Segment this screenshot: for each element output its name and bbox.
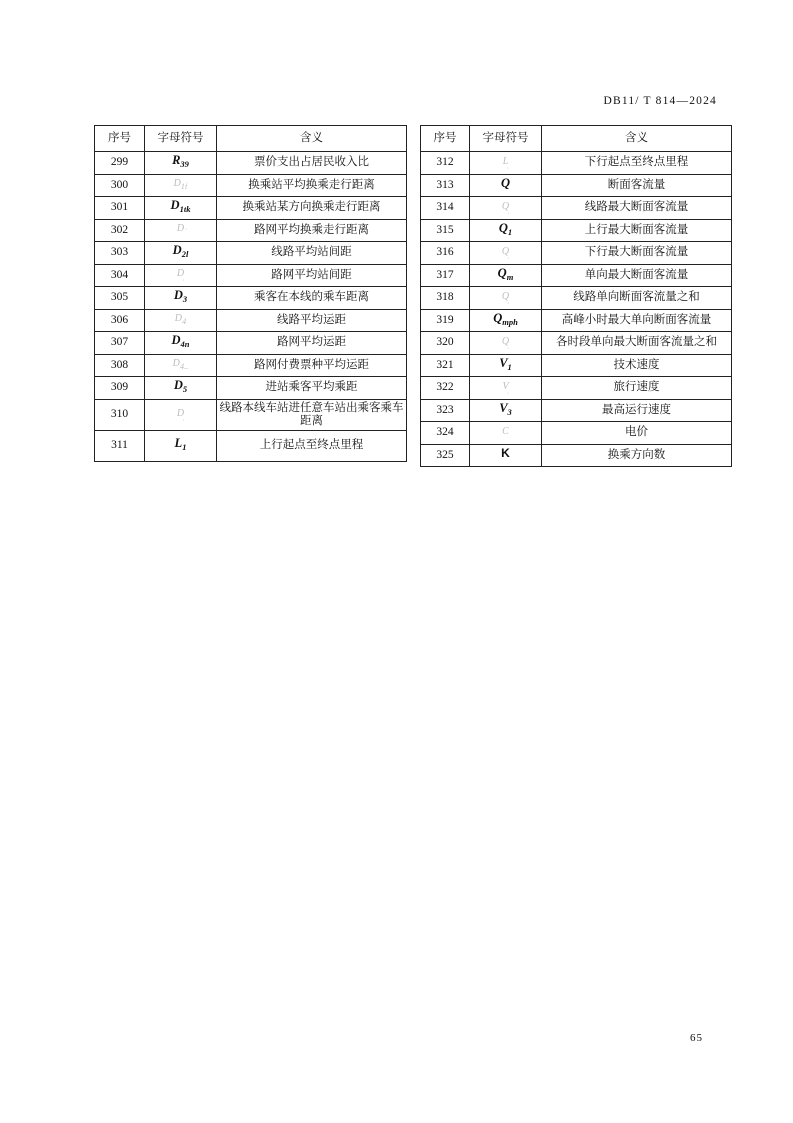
symbol-letter: D xyxy=(172,243,182,258)
row-number: 311 xyxy=(95,430,145,461)
table-row xyxy=(95,354,407,377)
symbol-letter: D xyxy=(170,198,180,213)
table-row xyxy=(421,197,732,220)
meaning-cell: 断面客流量 xyxy=(542,174,732,197)
table-row xyxy=(421,242,732,265)
row-number: 319 xyxy=(421,309,470,332)
meaning-cell: 乘客在本线的乘车距离 xyxy=(217,287,407,310)
column-header-meaning: 含义 xyxy=(217,126,407,152)
row-number: 305 xyxy=(95,287,145,310)
meaning-cell: 上行起点至终点里程 xyxy=(217,430,407,461)
table-row xyxy=(95,309,407,332)
symbol-letter: C xyxy=(502,425,509,437)
symbol-cell xyxy=(470,309,542,332)
symbol-table-right xyxy=(420,125,732,467)
meaning-cell: 换乘方向数 xyxy=(542,444,732,467)
meaning-cell: 单向最大断面客流量 xyxy=(542,264,732,287)
table-row xyxy=(421,399,732,422)
table-row xyxy=(95,377,407,400)
symbol-cell xyxy=(145,287,217,310)
meaning-cell: 下行起点至终点里程 xyxy=(542,152,732,175)
table-row xyxy=(95,242,407,265)
meaning-cell: 技术速度 xyxy=(542,354,732,377)
symbol-cell xyxy=(145,354,217,377)
table-row xyxy=(95,264,407,287)
column-header-symbol: 字母符号 xyxy=(470,126,542,152)
table-row xyxy=(421,152,732,175)
symbol-cell xyxy=(470,197,542,220)
symbol-letter: Q xyxy=(501,245,510,257)
meaning-cell: 线路本线车站进任意车站出乘客乘车距离 xyxy=(217,399,407,430)
table-row xyxy=(421,309,732,332)
symbol-letter: D xyxy=(173,378,183,393)
table-row xyxy=(95,287,407,310)
table-row xyxy=(95,430,407,461)
row-number: 321 xyxy=(421,354,470,377)
meaning-cell: 线路单向断面客流量之和 xyxy=(542,287,732,310)
meaning-cell: 换乘站某方向换乘走行距离 xyxy=(217,197,407,220)
meaning-cell: 票价支出占居民收入比 xyxy=(217,152,407,175)
row-number: 306 xyxy=(95,309,145,332)
row-number: 300 xyxy=(95,174,145,197)
symbol-letter: D xyxy=(173,288,183,303)
symbol-subscript: 1 xyxy=(507,361,512,372)
symbol-letter: D xyxy=(174,313,182,325)
row-number: 315 xyxy=(421,219,470,242)
row-number: 325 xyxy=(421,444,470,467)
column-header-no: 序号 xyxy=(95,126,145,152)
meaning-cell: 线路平均运距 xyxy=(217,309,407,332)
symbol-cell xyxy=(145,399,217,430)
symbol-cell xyxy=(145,332,217,355)
page-number: 65 xyxy=(690,1032,703,1044)
row-number: 323 xyxy=(421,399,470,422)
table-row xyxy=(421,264,732,287)
meaning-cell: 各时段单向最大断面客流量之和 xyxy=(542,332,732,355)
row-number: 320 xyxy=(421,332,470,355)
row-number: 314 xyxy=(421,197,470,220)
table-row xyxy=(421,354,732,377)
meaning-cell: 高峰小时最大单向断面客流量 xyxy=(542,309,732,332)
row-number: 313 xyxy=(421,174,470,197)
symbol-cell xyxy=(470,422,542,445)
symbol-subscript: 3 xyxy=(507,406,512,417)
symbol-cell xyxy=(145,309,217,332)
table-row xyxy=(95,332,407,355)
symbol-cell xyxy=(470,219,542,242)
table-row xyxy=(95,219,407,242)
meaning-cell: 换乘站平均换乘走行距离 xyxy=(217,174,407,197)
meaning-cell: 路网平均运距 xyxy=(217,332,407,355)
symbol-letter: Q xyxy=(498,220,508,235)
row-number: 301 xyxy=(95,197,145,220)
table-row xyxy=(421,377,732,400)
column-header-no: 序号 xyxy=(421,126,470,152)
symbol-cell xyxy=(470,242,542,265)
symbol-cell xyxy=(145,174,217,197)
symbol-cell xyxy=(470,444,542,467)
table-header-row xyxy=(421,126,732,152)
symbol-letter: K xyxy=(501,445,510,460)
standard-code: DB11/ T 814—2024 xyxy=(603,95,717,107)
meaning-cell: 路网平均换乘走行距离 xyxy=(217,219,407,242)
symbol-subscript: 5 xyxy=(182,384,188,395)
row-number: 307 xyxy=(95,332,145,355)
symbol-table-left xyxy=(94,125,407,462)
symbol-subscript: 39 xyxy=(180,159,189,170)
row-number: 303 xyxy=(95,242,145,265)
meaning-cell: 电价 xyxy=(542,422,732,445)
symbol-letter: Q xyxy=(501,335,510,347)
row-number: 324 xyxy=(421,422,470,445)
symbol-letter: L xyxy=(502,155,509,167)
column-header-meaning: 含义 xyxy=(542,126,732,152)
symbol-letter: D xyxy=(176,407,185,419)
symbol-letter: V xyxy=(499,355,508,370)
meaning-cell: 路网平均站间距 xyxy=(217,264,407,287)
symbol-cell xyxy=(145,377,217,400)
symbol-subscript: 3 xyxy=(182,294,188,305)
row-number: 316 xyxy=(421,242,470,265)
symbol-letter: D xyxy=(176,223,185,235)
symbol-cell xyxy=(470,174,542,197)
symbol-cell xyxy=(470,354,542,377)
row-number: 304 xyxy=(95,264,145,287)
symbol-letter: Q xyxy=(500,175,511,190)
meaning-cell: 进站乘客平均乘距 xyxy=(217,377,407,400)
row-number: 317 xyxy=(421,264,470,287)
symbol-cell xyxy=(145,152,217,175)
symbol-letter: Q xyxy=(493,310,503,325)
symbol-letter: V xyxy=(499,400,508,415)
symbol-cell xyxy=(145,264,217,287)
symbol-subscript: 4 xyxy=(181,316,187,327)
row-number: 312 xyxy=(421,152,470,175)
meaning-cell: 最高运行速度 xyxy=(542,399,732,422)
symbol-cell xyxy=(470,287,542,310)
table-row xyxy=(421,422,732,445)
table-row xyxy=(421,174,732,197)
symbol-cell xyxy=(145,242,217,265)
symbol-cell xyxy=(145,219,217,242)
table-row xyxy=(421,219,732,242)
table-header-row xyxy=(95,126,407,152)
symbol-subscript: 1 xyxy=(507,226,513,237)
table-row xyxy=(95,399,407,430)
symbol-letter: Q xyxy=(501,290,510,302)
symbol-cell xyxy=(470,377,542,400)
symbol-letter: Q xyxy=(497,265,507,280)
symbol-subscript: 1tk xyxy=(179,204,191,215)
symbol-letter: R xyxy=(172,153,181,168)
row-number: 299 xyxy=(95,152,145,175)
row-number: 309 xyxy=(95,377,145,400)
column-header-symbol: 字母符号 xyxy=(145,126,217,152)
meaning-cell: 线路平均站间距 xyxy=(217,242,407,265)
table-row xyxy=(421,444,732,467)
symbol-subscript: mph xyxy=(502,316,518,327)
symbol-cell xyxy=(470,152,542,175)
table-row xyxy=(95,197,407,220)
symbol-letter: V xyxy=(502,380,509,392)
row-number: 322 xyxy=(421,377,470,400)
symbol-cell xyxy=(470,399,542,422)
table-row xyxy=(421,332,732,355)
symbol-subscript: 2l xyxy=(181,249,189,260)
symbol-cell xyxy=(470,264,542,287)
symbol-cell xyxy=(470,332,542,355)
symbol-letter: D xyxy=(172,358,180,370)
row-number: 318 xyxy=(421,287,470,310)
meaning-cell: 路网付费票种平均运距 xyxy=(217,354,407,377)
table-row xyxy=(95,174,407,197)
symbol-cell xyxy=(145,430,217,461)
meaning-cell: 旅行速度 xyxy=(542,377,732,400)
symbol-letter: Q xyxy=(501,200,510,212)
symbol-letter: L xyxy=(174,436,183,450)
row-number: 302 xyxy=(95,219,145,242)
symbol-letter: D xyxy=(171,333,181,348)
symbol-subscript: 4.. xyxy=(179,361,189,372)
meaning-cell: 上行最大断面客流量 xyxy=(542,219,732,242)
symbol-subscript: 1ṫ xyxy=(180,181,188,192)
meaning-cell: 线路最大断面客流量 xyxy=(542,197,732,220)
meaning-cell: 下行最大断面客流量 xyxy=(542,242,732,265)
table-row xyxy=(95,152,407,175)
row-number: 308 xyxy=(95,354,145,377)
symbol-subscript: m xyxy=(506,271,514,282)
symbol-cell xyxy=(145,197,217,220)
table-row xyxy=(421,287,732,310)
symbol-letter: D xyxy=(176,268,185,280)
symbol-subscript: 1 xyxy=(182,442,187,452)
symbol-subscript: 4n xyxy=(180,339,190,350)
symbol-letter: D xyxy=(173,178,181,190)
row-number: 310 xyxy=(95,399,145,430)
